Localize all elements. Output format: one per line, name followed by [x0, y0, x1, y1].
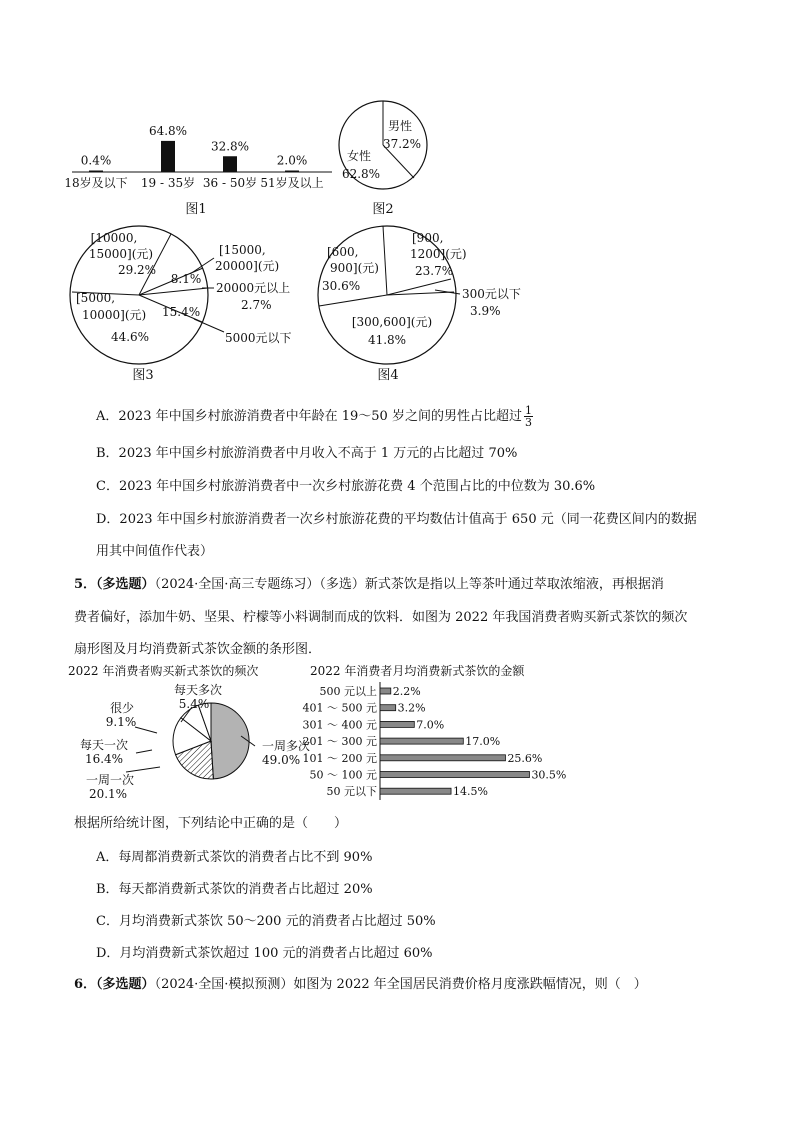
- q5-pie-leader-daily-once: [136, 750, 152, 753]
- fig4-caption: 图4: [377, 368, 399, 383]
- q5-bar-label-3: 201 ～ 300 元: [302, 735, 377, 749]
- fig2-caption: 图2: [372, 202, 394, 217]
- fig1-age-bar-chart: [66, 110, 342, 220]
- fig3-value-10000: 29.2%: [117, 263, 157, 277]
- q5-option-c: C．月均消费新式茶饮 50～200 元的消费者占比超过 50%: [96, 914, 436, 929]
- q5-pie-value-daily-once: 16.4%: [84, 752, 124, 766]
- fig2-female-value: 62.8%: [341, 167, 381, 181]
- q5-bar-label-2: 301 ～ 400 元: [302, 718, 377, 732]
- fig1-bar-value-0: 0.4%: [80, 153, 112, 168]
- q5-pie-label-daily-once: 每天一次: [79, 738, 129, 752]
- fig1-bar-value-1: 64.8%: [148, 123, 188, 138]
- fig4-value-900: 23.7%: [415, 264, 454, 278]
- q4-fraction-numerator: 1: [524, 404, 532, 417]
- q5-bar-5: [380, 772, 529, 778]
- q5-number: 5．: [74, 577, 97, 592]
- q5-bar-title: 2022 年消费者月均消费新式茶饮的金额: [310, 664, 525, 678]
- fig3-label-5000-b: 10000](元): [82, 308, 147, 322]
- q5-pie-slice-weekly-multiple: [211, 703, 249, 779]
- fig2-female-label: 女性: [346, 149, 372, 163]
- q5-bar-label-4: 101 ～ 200 元: [302, 751, 377, 765]
- q5-pie-leader-weekly-once: [126, 767, 160, 772]
- fig4-label-below300: 300元以下: [462, 287, 521, 301]
- q5-bar-value-2: 7.0%: [416, 718, 445, 732]
- q5-bar-value-1: 3.2%: [397, 701, 426, 715]
- q5-bar-label-1: 401 ～ 500 元: [302, 701, 377, 715]
- q4-option-b: B．2023 年中国乡村旅游消费者中月收入不高于 1 万元的占比超过 70%: [96, 446, 518, 461]
- fig3-value-20000: 2.7%: [241, 298, 272, 312]
- q4-fraction-one-third: [524, 405, 533, 428]
- q5-prompt: 根据所给统计图，下列结论中正确的是（ ）: [74, 816, 348, 831]
- fig1-bar-label-1: 19 - 35岁: [140, 176, 196, 190]
- q5-frequency-pie-chart: [66, 660, 311, 808]
- q5-bar-2: [380, 721, 414, 727]
- q5-stem-line1: [74, 573, 664, 592]
- q5-option-d: D．月均消费新式茶饮超过 100 元的消费者占比超过 60%: [96, 946, 433, 961]
- q5-stem-line3: 扇形图及月均消费新式茶饮金额的条形图．: [74, 642, 322, 657]
- fig1-bar-0: [89, 171, 103, 173]
- fig1-bar-3: [285, 171, 299, 173]
- q5-bar-3: [380, 738, 463, 744]
- q5-stem-line2: 费者偏好，添加牛奶、坚果、柠檬等小料调制而成的饮料．如图为 2022 年我国消费者购买新式茶饮的频次: [74, 610, 688, 625]
- q4-fraction-denominator: 3: [524, 416, 532, 429]
- fig2-male-value: 37.2%: [382, 137, 422, 151]
- fig3-label-below5000: 5000元以下: [225, 331, 292, 345]
- fig3-caption: 图3: [132, 368, 154, 383]
- q4-option-c: C．2023 年中国乡村旅游消费者中一次乡村旅游花费 4 个范围占比的中位数为 30.6%: [96, 479, 596, 494]
- fig3-value-below5000: 15.4%: [162, 305, 201, 319]
- q6-type-tag: （多选题）: [96, 977, 155, 992]
- q5-bar-value-5: 30.5%: [531, 768, 567, 782]
- q5-bar-value-6: 14.5%: [453, 785, 489, 799]
- fig1-bar-value-2: 32.8%: [210, 139, 250, 154]
- q4-option-d-line1: D．2023 年中国乡村旅游消费者一次乡村旅游花费的平均数估计值高于 650 元（同一花费区间内的数据: [96, 512, 697, 527]
- q5-option-a: A．每周都消费新式茶饮的消费者占比不到 90%: [96, 850, 373, 865]
- q5-bar-value-3: 17.0%: [465, 735, 501, 749]
- fig3-label-20000: 20000元以上: [216, 281, 291, 295]
- q6-stem-text: （2024·全国·模拟预测）如图为 2022 年全国居民消费价格月度涨跌幅情况，则（ ）: [154, 977, 647, 992]
- fig3-label-10000-b: 15000](元): [88, 247, 154, 261]
- fig4-label-600-a: [600,: [327, 245, 359, 259]
- q4-option-a: [96, 405, 533, 428]
- q5-bar-1: [380, 705, 396, 711]
- q5-pie-value-weekly-multiple: 49.0%: [262, 753, 301, 767]
- fig3-label-5000-a: [5000,: [76, 291, 116, 305]
- fig1-bar-value-3: 2.0%: [276, 153, 308, 168]
- q5-bar-label-6: 50 元以下: [326, 785, 377, 799]
- q6-stem: [74, 973, 647, 992]
- q5-pie-label-daily-multiple: 每天多次: [173, 683, 223, 697]
- fig3-income-pie: [66, 222, 336, 388]
- fig4-spending-pie: [310, 222, 550, 388]
- q5-option-b: B．每天都消费新式茶饮的消费者占比超过 20%: [96, 882, 373, 897]
- fig3-label-15000-a: [15000,: [219, 243, 266, 257]
- fig3-label-10000-a: [10000,: [90, 231, 138, 245]
- q5-pie-value-rarely: 9.1%: [105, 715, 137, 729]
- q5-bar-value-0: 2.2%: [392, 685, 421, 698]
- fig1-bar-label-3: 51岁及以上: [260, 176, 324, 190]
- q5-pie-value-weekly-once: 20.1%: [88, 787, 128, 801]
- q5-spending-bar-chart: [296, 660, 596, 808]
- fig1-caption: 图1: [185, 202, 207, 217]
- fig1-bar-label-0: 18岁及以下: [64, 176, 128, 190]
- fig3-label-15000-b: 20000](元): [215, 259, 280, 273]
- fig4-label-300: [300,600](元): [351, 315, 433, 329]
- fig4-value-below300: 3.9%: [470, 304, 501, 318]
- fig2-male-label: 男性: [387, 119, 413, 133]
- q5-line1-text: （2024·全国·高三专题练习）（多选）新式茶饮是指以上等茶叶通过萃取浓缩液，再根据消: [154, 577, 664, 592]
- q5-bar-label-0: 500 元以上: [319, 685, 377, 698]
- fig4-label-900-a: [900,: [412, 231, 444, 245]
- q5-pie-label-weekly-multiple: 一周多次: [262, 739, 311, 753]
- q5-bar-0: [380, 688, 391, 694]
- fig4-label-900-b: 1200](元): [410, 247, 467, 261]
- q6-number: 6．: [74, 977, 97, 992]
- q5-pie-label-rarely: 很少: [109, 701, 135, 715]
- fig4-label-600-b: 900](元): [330, 261, 379, 275]
- fig2-gender-pie: [326, 100, 456, 222]
- q5-pie-value-daily-multiple: 5.4%: [178, 697, 210, 711]
- fig4-value-300: 41.8%: [367, 333, 407, 347]
- q4-option-a-text: A．2023 年中国乡村旅游消费者中年龄在 19～50 岁之间的男性占比超过: [96, 409, 522, 424]
- fig1-bar-label-2: 36 - 50岁: [202, 176, 258, 190]
- fig1-bar-1: [161, 141, 175, 172]
- q5-pie-label-weekly-once: 一周一次: [85, 773, 135, 787]
- q5-bar-6: [380, 788, 451, 794]
- q5-bar-label-5: 50 ～ 100 元: [309, 768, 377, 782]
- q5-type-tag: （多选题）: [96, 577, 155, 592]
- fig4-value-600: 30.6%: [322, 279, 361, 293]
- fig3-value-5000: 44.6%: [110, 330, 150, 344]
- q5-bar-value-4: 25.6%: [507, 751, 543, 765]
- fig3-value-15000: 8.1%: [170, 272, 202, 286]
- q5-pie-leader-rarely: [135, 727, 157, 733]
- q5-pie-title: 2022 年消费者购买新式茶饮的频次: [68, 664, 259, 678]
- fig1-bar-2: [223, 156, 237, 172]
- q5-bar-4: [380, 755, 505, 761]
- q4-option-d-line2: 用其中间值作代表）: [96, 544, 214, 559]
